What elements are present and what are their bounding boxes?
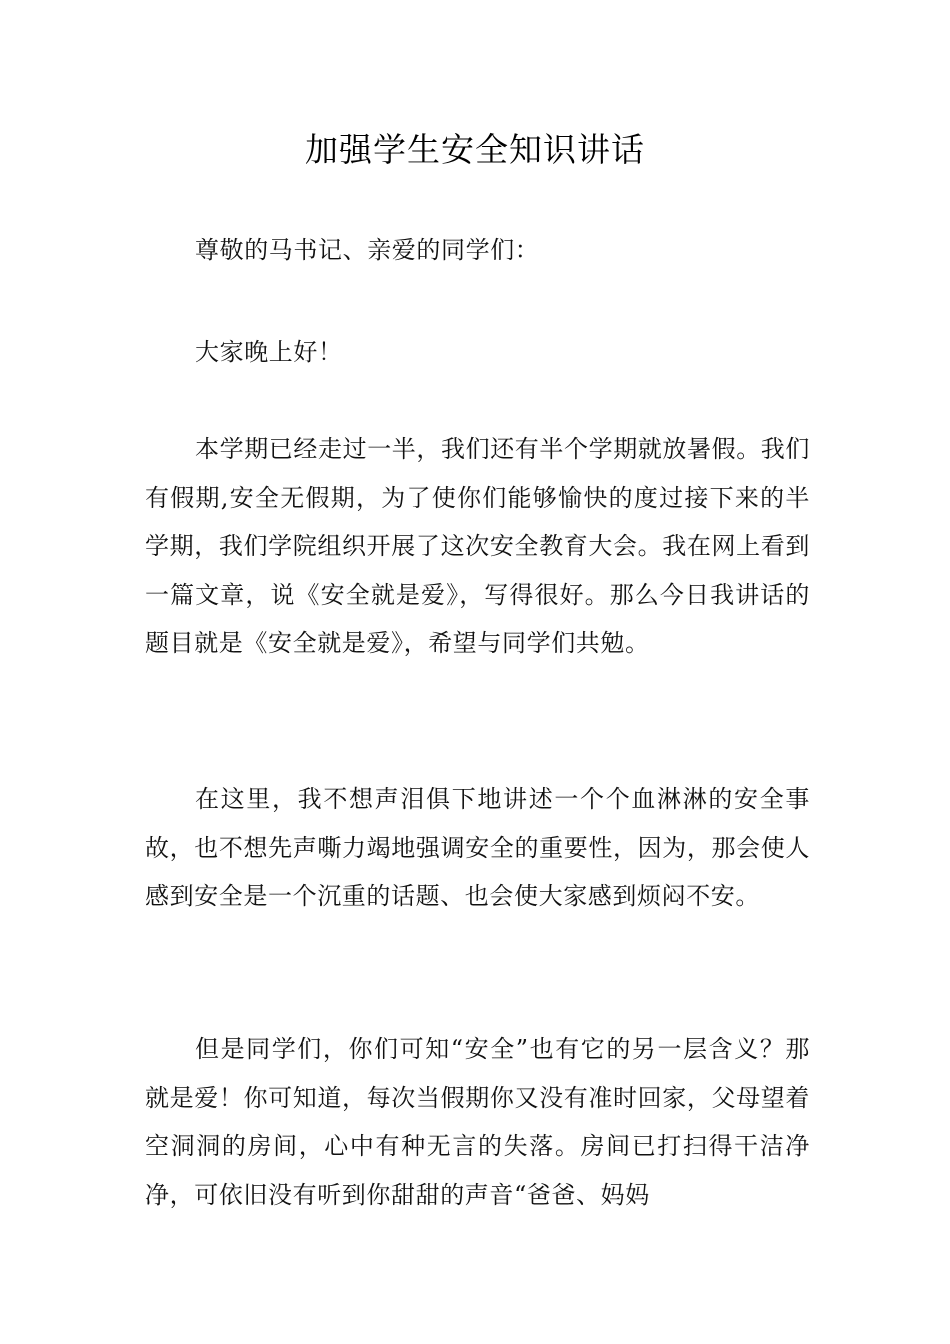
paragraph-body-1: 本学期已经走过一半，我们还有半个学期就放暑假。我们有假期,安全无假期，为了使你们能够愉快的度过接下来的半学期，我们学院组织开展了这次安全教育大会。我在网上看到一篇文章，说《安全就是爱》，写得很好。那么今日我讲话的题目就是《安全就是爱》，希望与同学们共勉。 <box>145 435 810 657</box>
paragraph-body-2: 在这里，我不想声泪俱下地讲述一个个血淋淋的安全事故，也不想先声嘶力竭地强调安全的重要性，因为，那会使人感到安全是一个沉重的话题、也会使大家感到烦闷不安。 <box>145 785 810 910</box>
paragraph-salutation: 尊敬的马书记、亲爱的同学们： <box>195 236 540 264</box>
document-title: 加强学生安全知识讲话 <box>305 130 645 169</box>
paragraph-greeting: 大家晚上好！ <box>195 338 343 366</box>
paragraph-body-3: 但是同学们，你们可知“安全”也有它的另一层含义？那就是爱！你可知道，每次当假期你又没有准时回家，父母望着空洞洞的房间，心中有种无言的失落。房间已打扫得干洁净净，可依旧没有听到你甜甜的声音“爸爸、妈妈 <box>145 1035 810 1209</box>
